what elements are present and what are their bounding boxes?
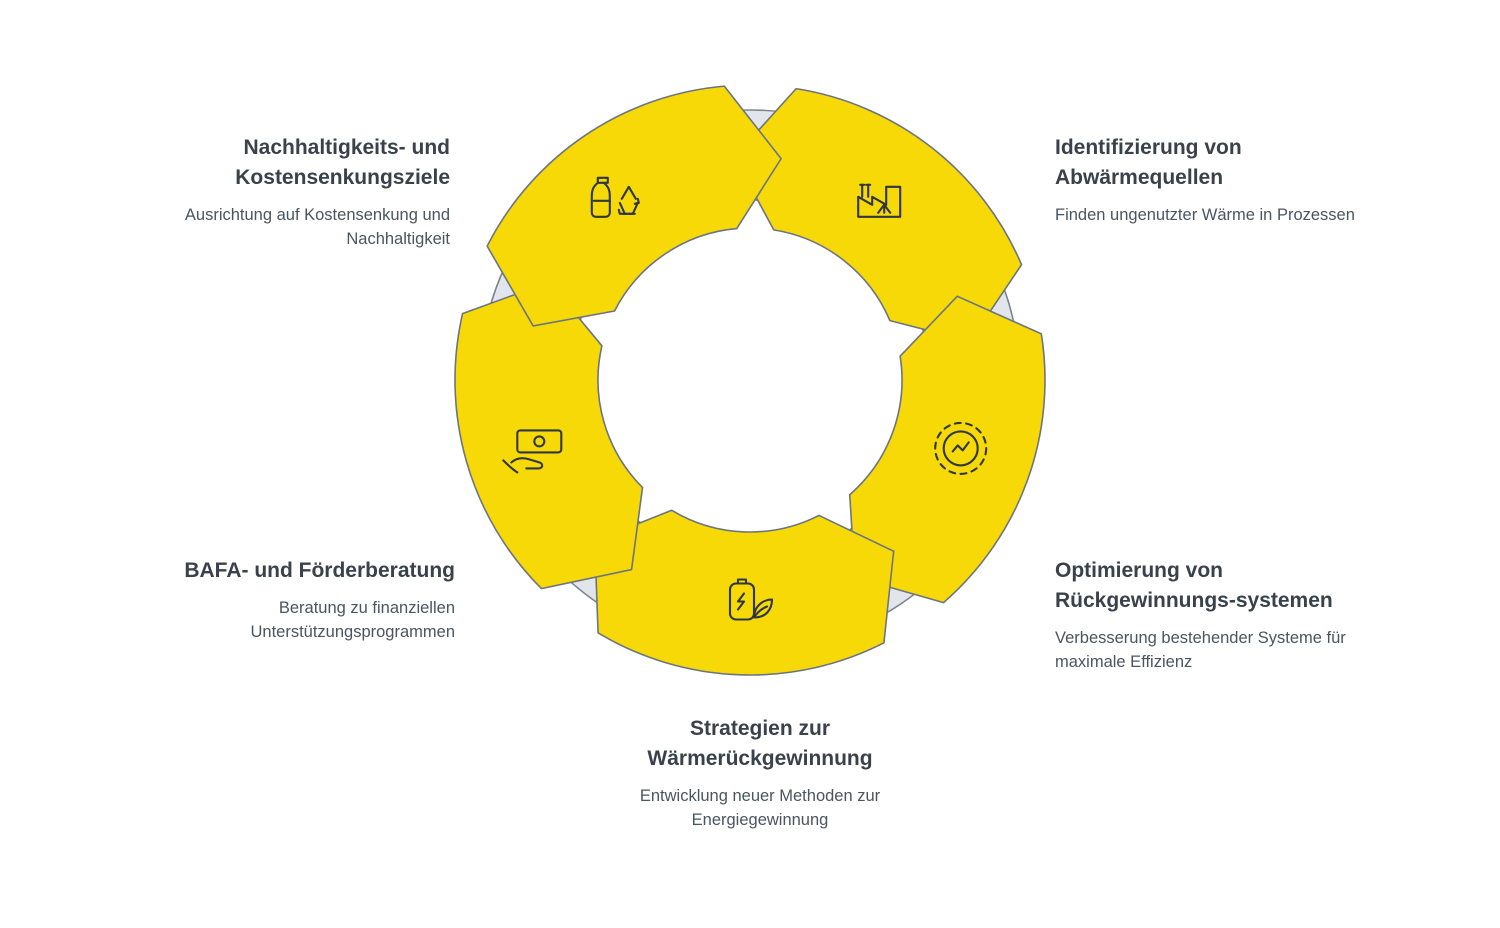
node-label-identify xyxy=(1055,133,1385,228)
cycle-graphic xyxy=(430,60,1070,700)
node-title-optimize: Optimierung von Rückgewinnungs-systemen xyxy=(1055,559,1333,612)
segment-identify[interactable] xyxy=(734,89,1021,342)
node-label-optimize xyxy=(1055,556,1355,674)
node-label-bafa xyxy=(150,556,455,645)
node-desc-optimize: Verbesserung bestehender Systeme für maximale Effizienz xyxy=(1055,628,1346,671)
node-desc-bafa: Beratung zu finanziellen Unterstützungsprogrammen xyxy=(250,598,455,641)
node-title-sustainability: Nachhaltigkeits- und Kostensenkungsziele xyxy=(235,136,450,189)
segment-bafa[interactable] xyxy=(455,282,643,589)
node-label-sustainability xyxy=(110,133,450,251)
node-desc-sustainability: Ausrichtung auf Kostensenkung und Nachhaltigkeit xyxy=(184,205,450,248)
node-desc-strategies: Entwicklung neuer Methoden zur Energiegewinnung xyxy=(639,786,881,829)
node-title-bafa: BAFA- und Förderberatung xyxy=(184,559,455,582)
node-title-strategies: Strategien zur Wärmerückgewinnung xyxy=(647,717,873,770)
cycle-segments xyxy=(455,86,1045,675)
node-title-identify: Identifizierung von Abwärmequellen xyxy=(1055,136,1242,189)
segment-sustainability[interactable] xyxy=(487,86,781,326)
node-desc-identify: Finden ungenutzter Wärme in Prozessen xyxy=(1055,205,1355,224)
node-label-strategies xyxy=(580,714,940,832)
